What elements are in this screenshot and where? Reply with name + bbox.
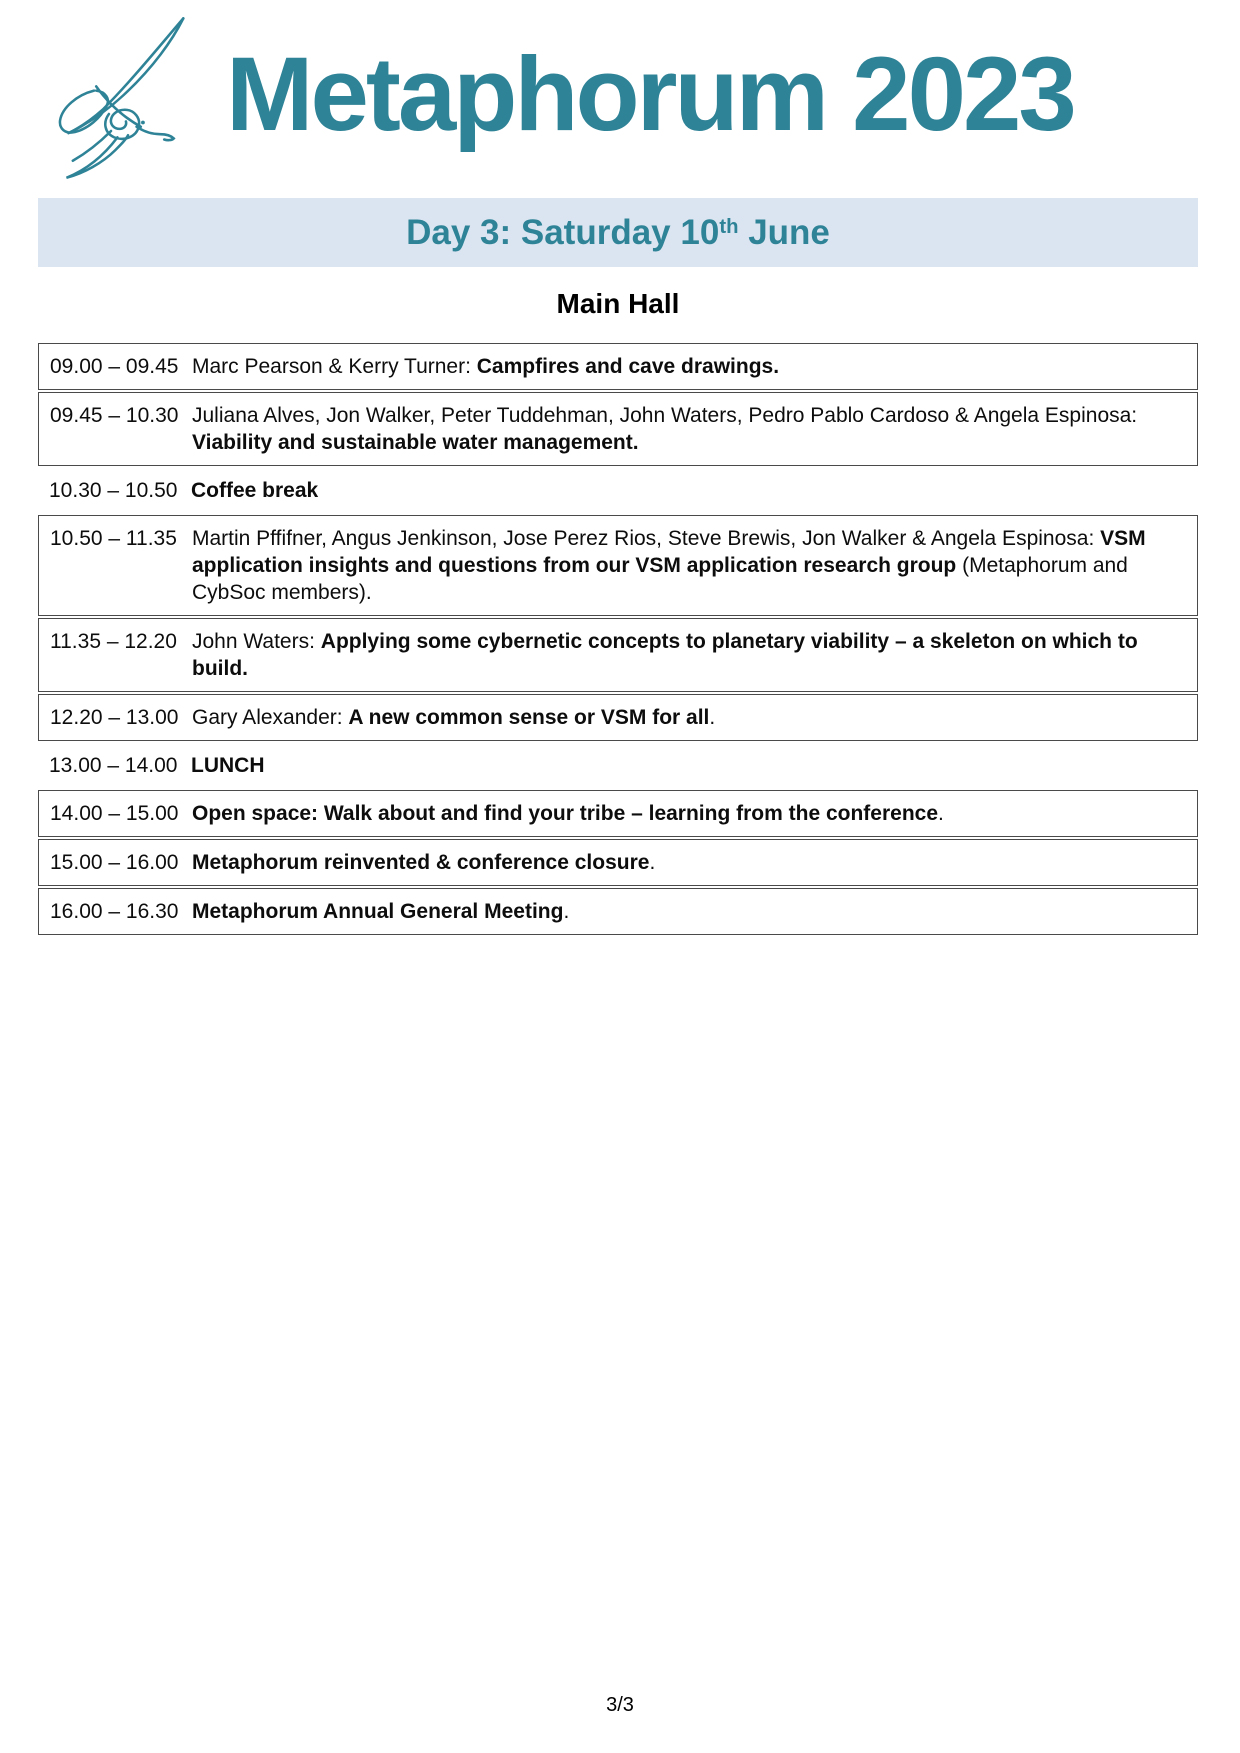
session-speakers: . — [938, 802, 944, 825]
hall-title: Main Hall — [556, 288, 680, 319]
time-range: 10.50 – 11.35 — [50, 527, 177, 550]
session-description — [192, 402, 1197, 456]
session-speakers: Martin Pffifner, Angus Jenkinson, Jose Perez Rios, Steve Brewis, Jon Walker & Angela Espinosa: — [192, 527, 1101, 550]
schedule-row — [38, 466, 1198, 515]
session-description — [192, 704, 1197, 731]
session-description — [191, 477, 1198, 504]
session-title: LUNCH — [191, 754, 265, 777]
schedule-row — [38, 790, 1198, 837]
time-range: 11.35 – 12.20 — [50, 630, 177, 653]
time-range: 09.00 – 09.45 — [50, 355, 179, 378]
hummingbird-logo-icon — [38, 12, 216, 182]
session-description — [192, 628, 1197, 682]
schedule-row — [38, 392, 1198, 466]
session-speakers: John Waters: — [192, 630, 321, 653]
session-description — [192, 353, 1197, 380]
day-banner-suffix: June — [738, 212, 830, 252]
page-number: 3/3 — [606, 1694, 634, 1716]
session-title: A new common sense or VSM for all — [348, 706, 710, 729]
session-speakers: Gary Alexander: — [192, 706, 349, 729]
session-title: Coffee break — [191, 479, 319, 502]
day-banner-prefix: Day 3: Saturday 10 — [406, 212, 720, 252]
schedule-row — [38, 694, 1198, 741]
schedule-row — [38, 515, 1198, 616]
session-title: Campfires and cave drawings. — [476, 355, 780, 378]
session-description — [192, 800, 1197, 827]
session-speakers: (Metaphorum and CybSoc members). — [192, 554, 1128, 604]
day-banner — [38, 198, 1198, 267]
page-title: Metaphorum 2023 — [226, 36, 1074, 153]
schedule-row — [38, 343, 1198, 390]
session-description — [192, 898, 1197, 925]
time-range: 09.45 – 10.30 — [50, 404, 179, 427]
schedule-row — [38, 741, 1198, 790]
session-title: Metaphorum Annual General Meeting — [192, 900, 564, 923]
session-title: Viability and sustainable water management. — [192, 431, 639, 454]
ordinal-superscript: th — [719, 216, 739, 239]
session-speakers: . — [709, 706, 716, 729]
schedule-row — [38, 839, 1198, 886]
session-title: Open space: Walk about and find your tribe – learning from the conference — [192, 802, 939, 825]
time-range: 14.00 – 15.00 — [50, 802, 179, 825]
session-speakers: Juliana Alves, Jon Walker, Peter Tuddehman, John Waters, Pedro Pablo Cardoso & Angela Espinosa: — [192, 404, 1138, 427]
session-speakers: . — [649, 851, 656, 874]
session-speakers: Marc Pearson & Kerry Turner: — [192, 355, 477, 378]
day-banner-label — [406, 213, 830, 253]
session-speakers: . — [563, 900, 570, 923]
session-title: VSM application insights and questions from our VSM application research group — [192, 527, 1146, 577]
time-range: 16.00 – 16.30 — [50, 900, 179, 923]
schedule-row — [38, 888, 1198, 935]
time-range: 15.00 – 16.00 — [50, 851, 179, 874]
session-description — [191, 752, 1198, 779]
session-description — [192, 849, 1197, 876]
schedule-row — [38, 618, 1198, 692]
session-title: Metaphorum reinvented & conference closure — [192, 851, 650, 874]
session-title: Applying some cybernetic concepts to planetary viability – a skeleton on which to build. — [192, 630, 1138, 680]
session-description — [192, 525, 1197, 606]
time-range: 13.00 – 14.00 — [49, 754, 178, 777]
schedule-table — [38, 343, 1198, 935]
time-range: 12.20 – 13.00 — [50, 706, 179, 729]
page-header — [38, 0, 1198, 198]
time-range: 10.30 – 10.50 — [49, 479, 178, 502]
